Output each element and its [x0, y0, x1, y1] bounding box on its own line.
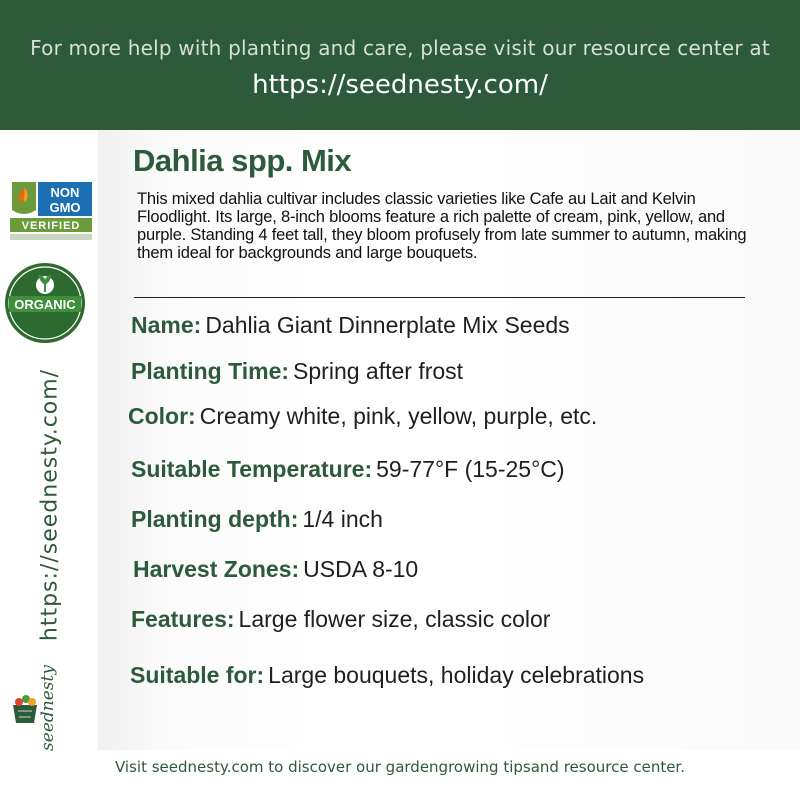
spec-label: Color:: [128, 403, 196, 429]
spec-row-planting-depth: [131, 506, 383, 533]
spec-row-suitable-for: [130, 662, 644, 689]
non-gmo-badge-icon: [8, 178, 94, 242]
non-gmo-verified-badge: [8, 178, 94, 242]
organic-badge-icon: [4, 262, 86, 344]
spec-label: Planting Time:: [131, 358, 290, 384]
organic-label: ORGANIC: [14, 297, 76, 312]
spec-label: Suitable for:: [130, 662, 265, 688]
spec-value: 1/4 inch: [302, 506, 383, 532]
spec-row-temperature: [131, 456, 565, 483]
spec-value: Creamy white, pink, yellow, purple, etc.: [199, 403, 598, 429]
vertical-website-url: https://seednesty.com/: [37, 368, 63, 642]
spec-row-harvest-zones: [133, 556, 418, 583]
spec-value: Dahlia Giant Dinnerplate Mix Seeds: [205, 312, 570, 338]
top-banner: [0, 0, 800, 130]
spec-label: Suitable Temperature:: [131, 456, 373, 482]
footer-text: Visit seednesty.com to discover our gardengrowing tipsand resource center.: [115, 758, 685, 776]
organic-badge: [4, 262, 86, 344]
spec-value: 59-77°F (15-25°C): [376, 456, 565, 482]
spec-row-features: [131, 606, 550, 633]
spec-label: Features:: [131, 606, 235, 632]
resource-url-link[interactable]: https://seednesty.com/: [252, 70, 548, 100]
seednesty-logo-text: seednesty: [38, 665, 58, 751]
product-title: Dahlia spp. Mix: [133, 143, 352, 178]
nongmo-line1: NON: [50, 185, 80, 200]
product-description: This mixed dahlia cultivar includes classic varieties like Cafe au Lait and Kelvin Floodlight. Its large, 8-inch blooms feature a rich palette of cream, pink, yellow, and purple. Standing 4 feet tall, they bloom profusely from late summer to autumn, making them ideal for backgrounds and large bouquets.: [137, 190, 747, 262]
spec-value: Large bouquets, holiday celebrations: [268, 662, 645, 688]
spec-value: Large flower size, classic color: [238, 606, 551, 632]
spec-row-name: [131, 312, 570, 339]
divider: [134, 297, 745, 298]
help-text: For more help with planting and care, please visit our resource center at: [30, 36, 770, 60]
nongmo-line3: VERIFIED: [21, 220, 81, 232]
spec-value: USDA 8-10: [303, 556, 419, 582]
spec-row-planting-time: [131, 358, 463, 385]
spec-value: Spring after frost: [293, 358, 464, 384]
spec-label: Harvest Zones:: [133, 556, 300, 582]
spec-label: Planting depth:: [131, 506, 299, 532]
seed-basket-icon: [10, 689, 40, 729]
spec-label: Name:: [131, 312, 202, 338]
nongmo-line2: GMO: [49, 200, 81, 215]
spec-row-color: [128, 403, 597, 430]
